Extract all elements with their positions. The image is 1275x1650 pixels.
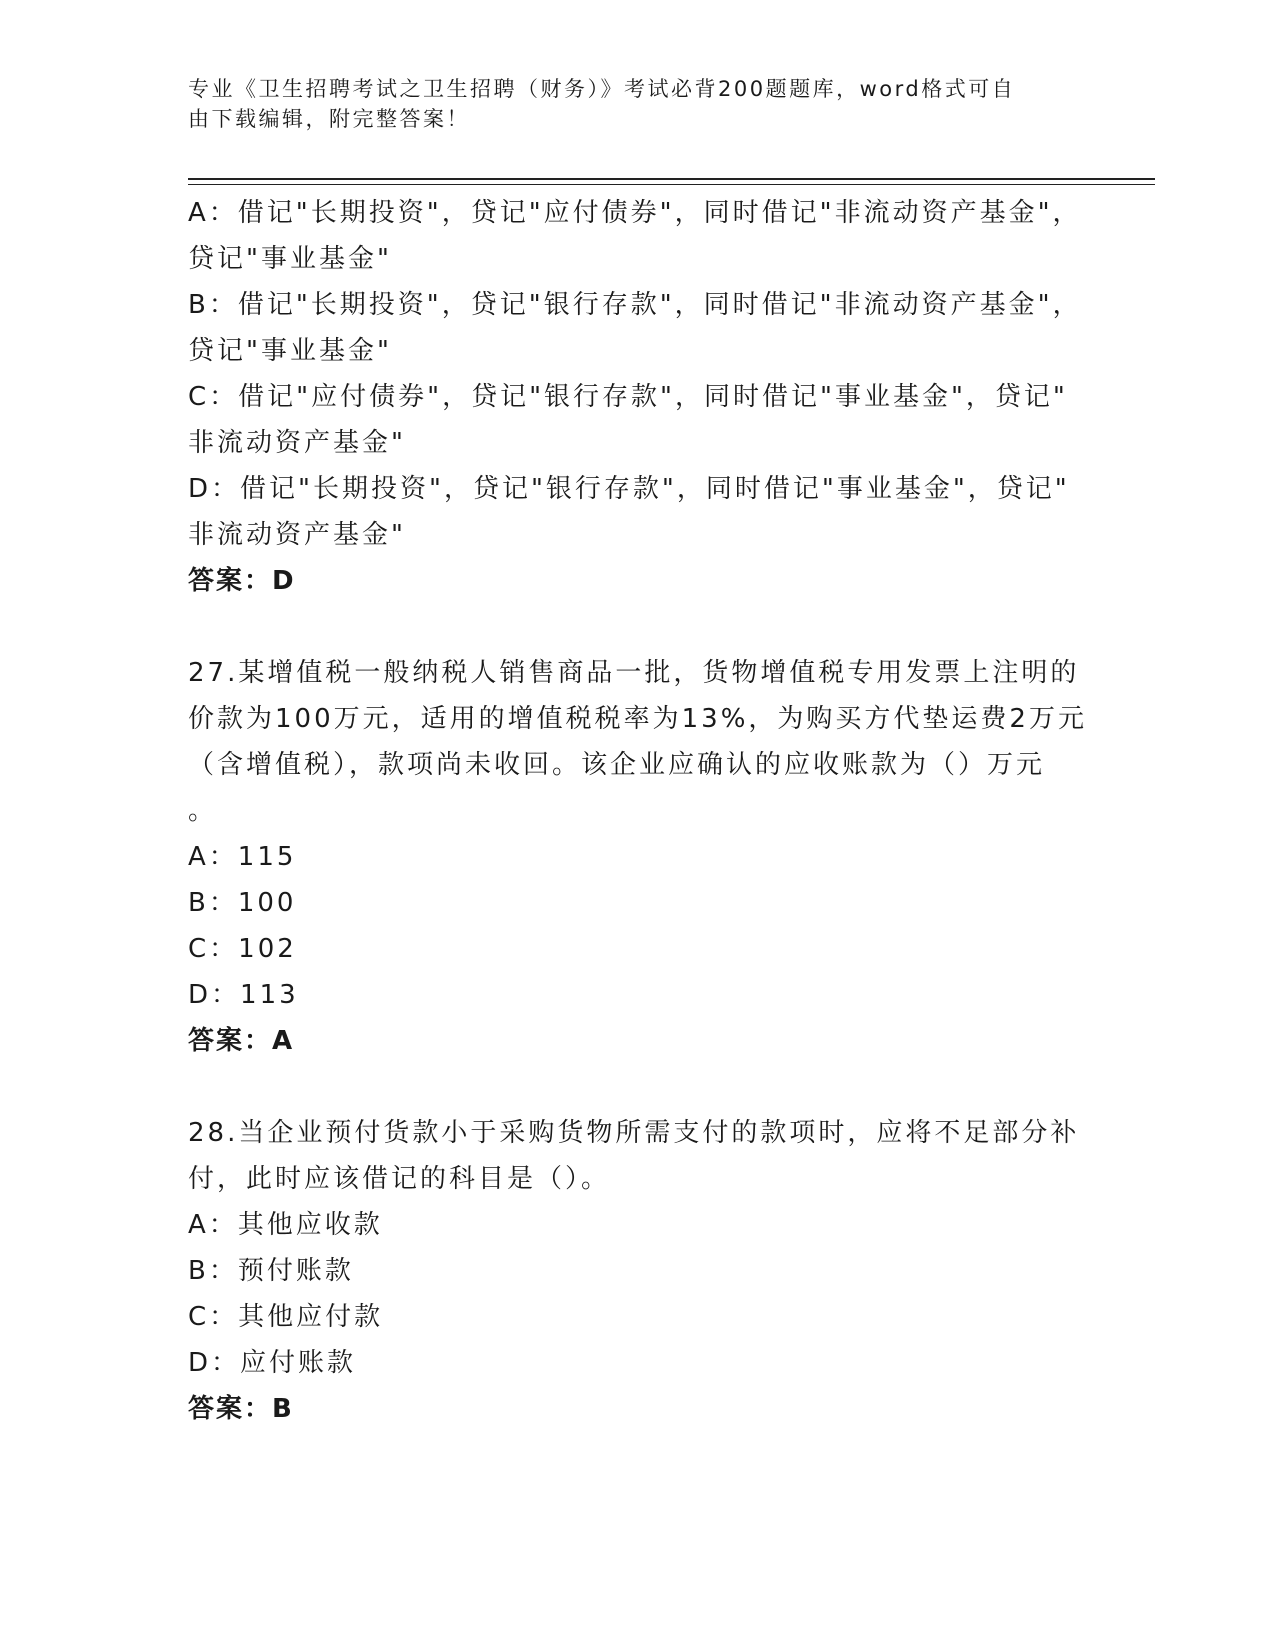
header-line-1: 专业《卫生招聘考试之卫生招聘（财务）》考试必背200题题库，word格式可自 xyxy=(188,77,1016,101)
spacer xyxy=(188,1064,1088,1110)
option-a: A：115 xyxy=(188,842,297,872)
option-d: D：113 xyxy=(188,980,299,1010)
option-line: 非流动资产基金" xyxy=(188,520,406,550)
option-b: B：100 xyxy=(188,888,297,918)
question-stem-line: 27.某增值税一般纳税人销售商品一批，货物增值税专用发票上注明的 xyxy=(188,658,1080,688)
question-stem-line: （含增值税），款项尚未收回。该企业应确认的应收账款为（）万元 xyxy=(188,750,1046,780)
option-line: B：借记"长期投资"，贷记"银行存款"，同时借记"非流动资产基金"， xyxy=(188,290,1082,320)
option-c: C：102 xyxy=(188,934,297,964)
question-stem-line: 价款为100万元，适用的增值税税率为13%，为购买方代垫运费2万元 xyxy=(188,704,1087,734)
answer-q28: 答案：B xyxy=(188,1394,294,1424)
header-line-2: 由下载编辑，附完整答案！ xyxy=(188,107,470,131)
question-stem-line: 28.当企业预付货款小于采购货物所需支付的款项时，应将不足部分补 xyxy=(188,1118,1080,1148)
spacer xyxy=(188,604,1088,650)
option-b: B：预付账款 xyxy=(188,1256,354,1286)
question-28 xyxy=(188,1110,1088,1432)
question-27 xyxy=(188,650,1088,1064)
document-header xyxy=(188,74,1068,134)
header-rule-thick xyxy=(188,178,1155,180)
option-line: 非流动资产基金" xyxy=(188,428,406,458)
answer-q27: 答案：A xyxy=(188,1026,295,1056)
option-line: A：借记"长期投资"，贷记"应付债券"，同时借记"非流动资产基金"， xyxy=(188,198,1082,228)
option-d: D：应付账款 xyxy=(188,1348,357,1378)
option-c: C：其他应付款 xyxy=(188,1302,384,1332)
option-line: D：借记"长期投资"，贷记"银行存款"，同时借记"事业基金"，贷记" xyxy=(188,474,1070,504)
question-content xyxy=(188,190,1088,1432)
answer-q26: 答案：D xyxy=(188,566,296,596)
option-line: 贷记"事业基金" xyxy=(188,336,392,366)
option-a: A：其他应收款 xyxy=(188,1210,383,1240)
question-stem-line: 付，此时应该借记的科目是（）。 xyxy=(188,1164,611,1194)
option-line: 贷记"事业基金" xyxy=(188,244,392,274)
question-stem-line: 。 xyxy=(188,796,218,826)
option-line: C：借记"应付债券"，贷记"银行存款"，同时借记"事业基金"，贷记" xyxy=(188,382,1068,412)
header-rule-thin xyxy=(188,184,1155,185)
question-26-options xyxy=(188,190,1088,604)
